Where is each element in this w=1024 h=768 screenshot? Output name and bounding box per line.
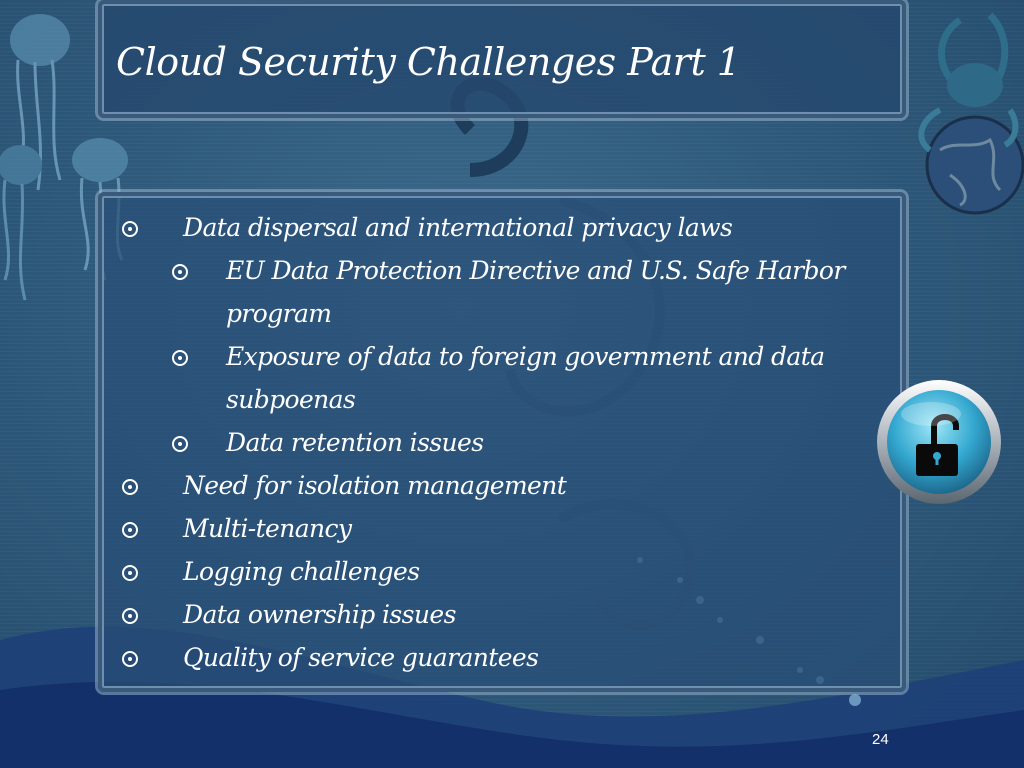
content-panel (98, 192, 906, 692)
circled-dot-bullet-icon (172, 436, 188, 452)
bullet-subitem: Data retention issues (226, 428, 484, 457)
bullet-subitem: Exposure of data to foreign government and data (226, 342, 825, 371)
bullet-item: Multi-tenancy (183, 514, 352, 543)
circled-dot-bullet-icon (172, 350, 188, 366)
bullet-subitem-continuation: program (226, 299, 332, 328)
circled-dot-bullet-icon (122, 479, 138, 495)
bullet-subitem-continuation: subpoenas (226, 385, 356, 414)
bullet-item: Data dispersal and international privacy laws (183, 213, 733, 242)
circled-dot-bullet-icon (122, 522, 138, 538)
title-panel (98, 0, 906, 118)
open-padlock-icon (876, 378, 1002, 508)
bullet-item: Quality of service guarantees (183, 643, 539, 672)
circled-dot-bullet-icon (122, 565, 138, 581)
octopus-globe-icon (921, 15, 1023, 213)
circled-dot-bullet-icon (122, 651, 138, 667)
circled-dot-bullet-icon (172, 264, 188, 280)
circled-dot-bullet-icon (122, 221, 138, 237)
circled-dot-bullet-icon (122, 608, 138, 624)
bullet-item: Need for isolation management (183, 471, 567, 500)
bullet-subitem: EU Data Protection Directive and U.S. Safe Harbor (226, 256, 845, 285)
bullet-list (102, 196, 902, 688)
page-number: 24 (872, 731, 889, 748)
bullet-item: Data ownership issues (183, 600, 456, 629)
bullet-item: Logging challenges (183, 557, 420, 586)
slide-title: Cloud Security Challenges Part 1 (116, 40, 741, 84)
